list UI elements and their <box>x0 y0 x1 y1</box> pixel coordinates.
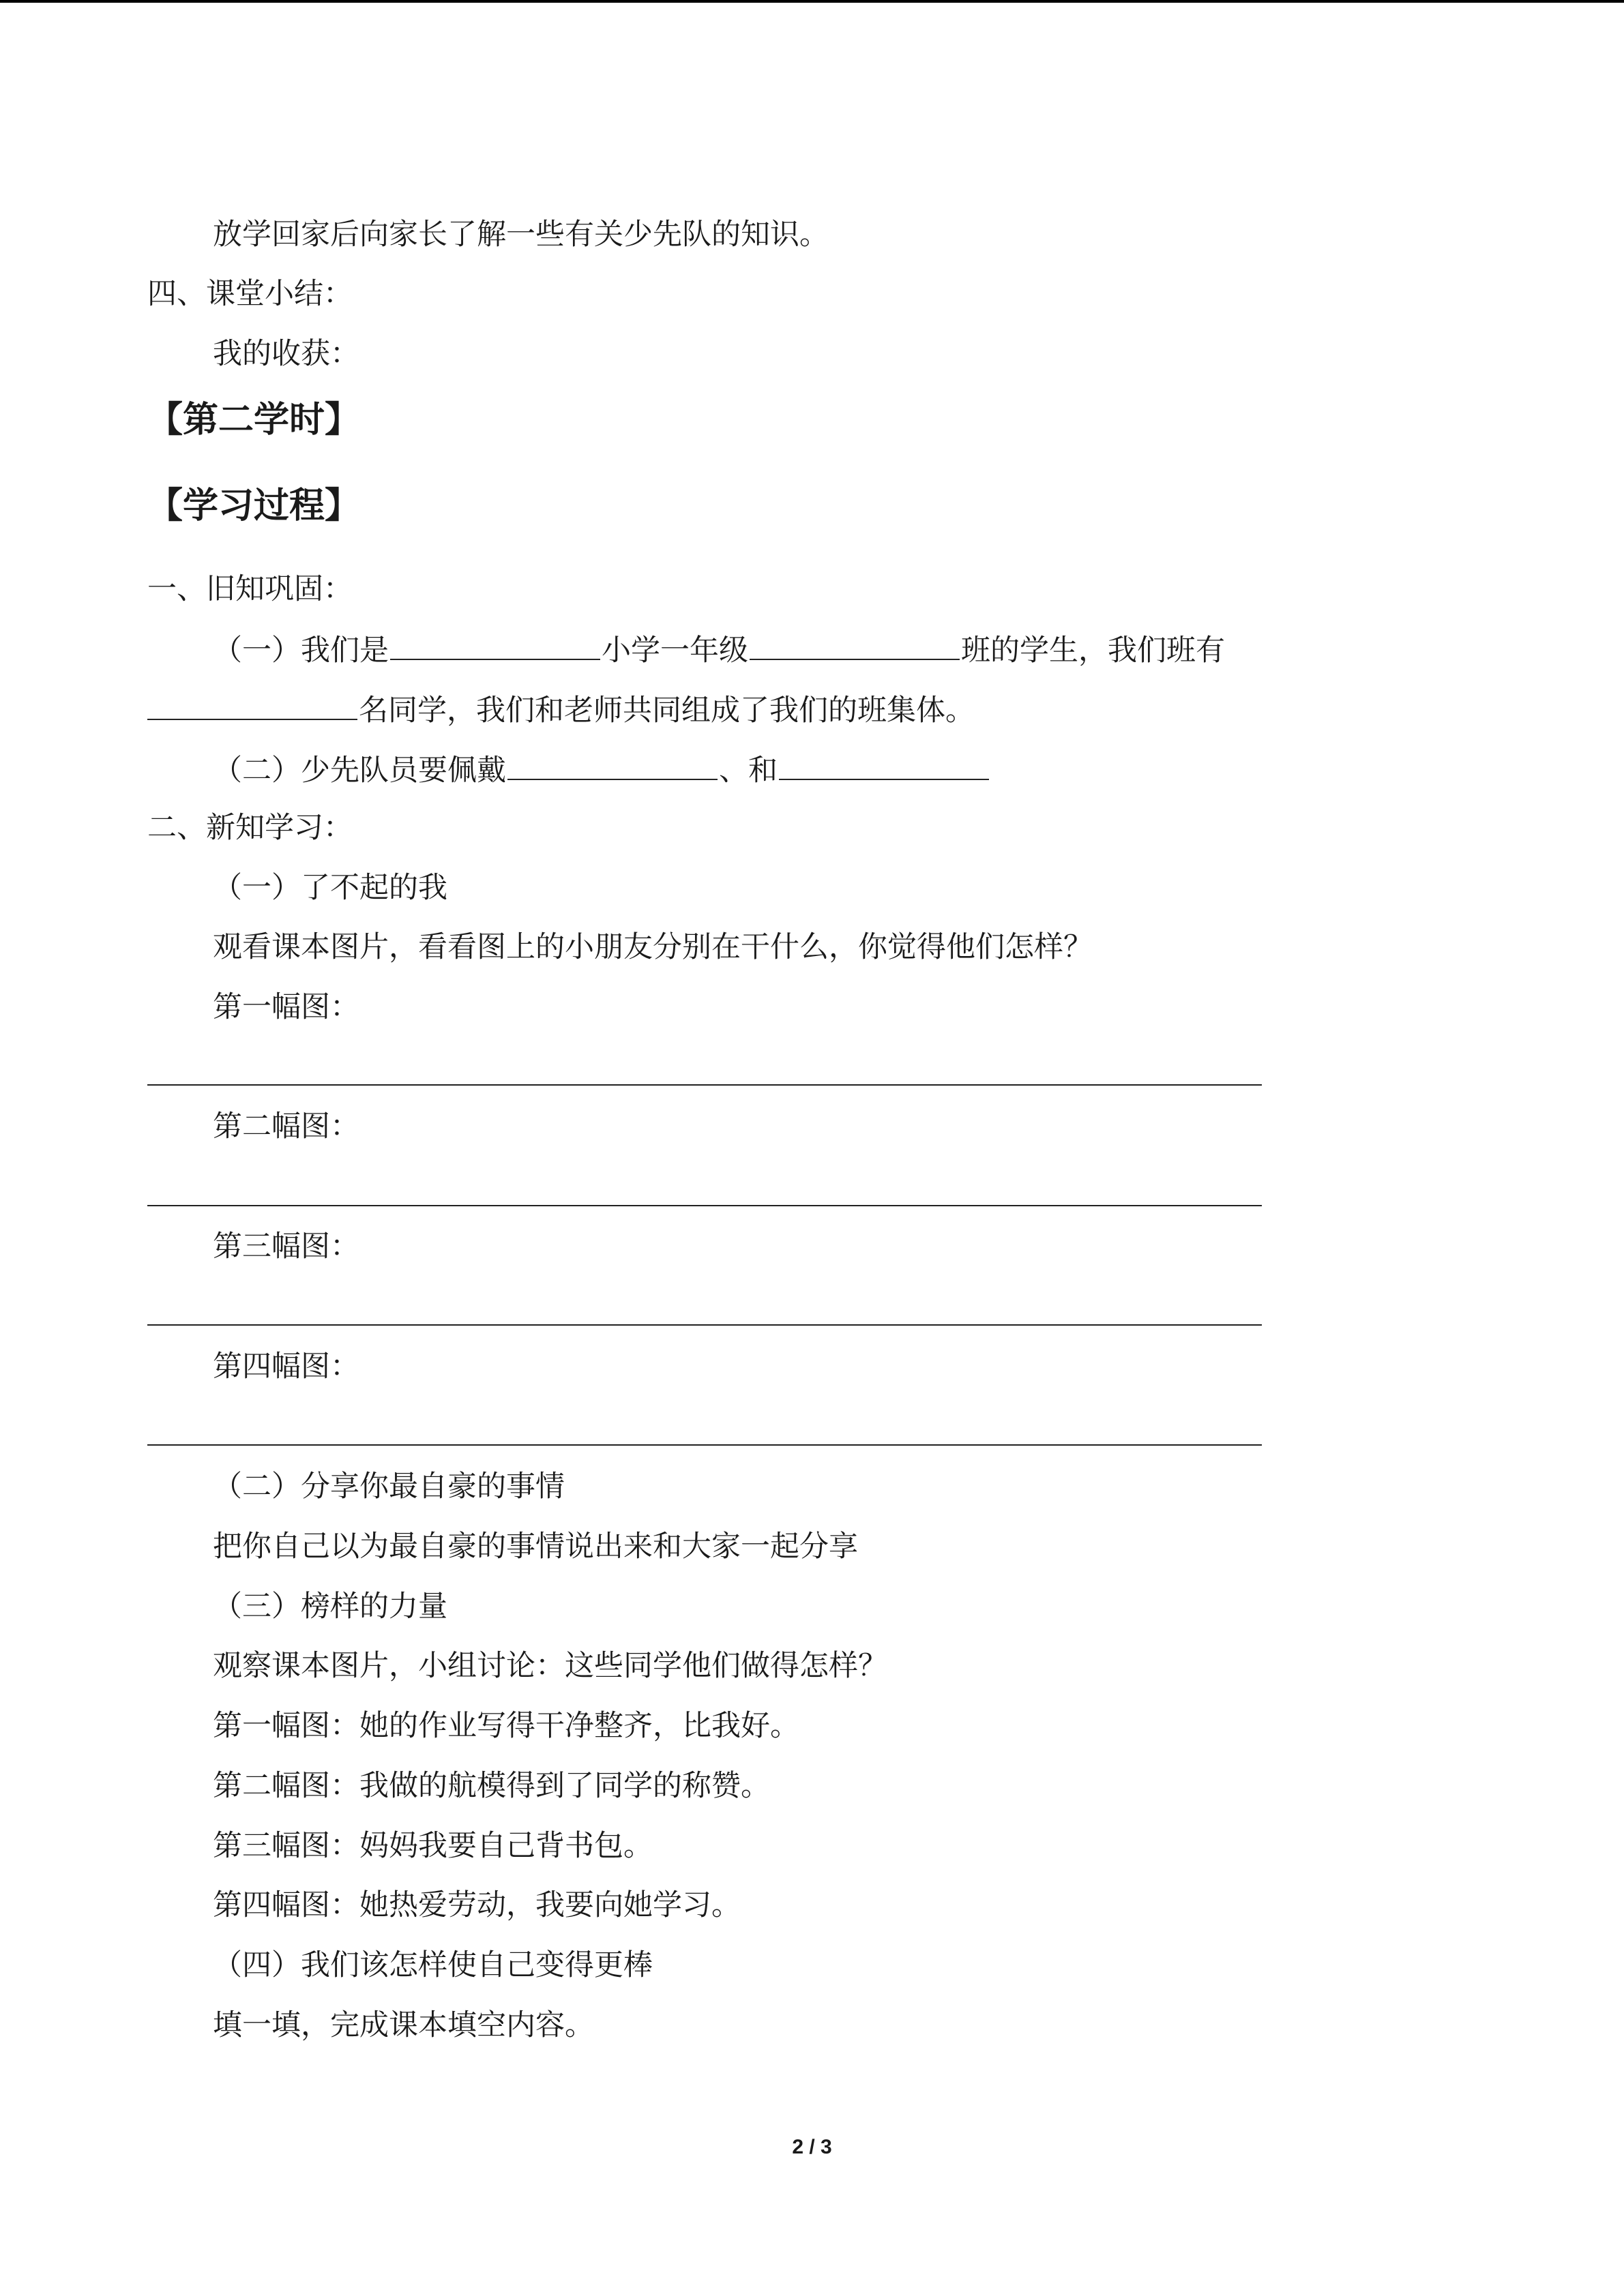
fill2-text-b: 、和 <box>719 754 778 788</box>
subsection-1: （一）了不起的我 <box>213 871 447 905</box>
answer-picture-4: 第四幅图：她热爱劳动，我要向她学习。 <box>213 1888 741 1922</box>
fill-task-instruction: 填一填，完成课本填空内容。 <box>213 2008 594 2042</box>
answer-line-2[interactable] <box>147 1205 1262 1206</box>
observe-instruction-1: 观看课本图片，看看图上的小朋友分别在干什么，你觉得他们怎样？ <box>213 930 1093 964</box>
blank-wear-2[interactable] <box>779 754 989 780</box>
blank-class[interactable] <box>750 634 960 660</box>
review-heading: 一、旧知巩固： <box>147 572 353 606</box>
share-instruction: 把你自己以为最自豪的事情说出来和大家一起分享 <box>213 1530 858 1564</box>
observe-instruction-2: 观察课本图片，小组讨论：这些同学他们做得怎样？ <box>213 1649 887 1683</box>
fill1-text-c: 班的学生，我们班有 <box>961 633 1225 668</box>
fill1-text-d: 名同学，我们和老师共同组成了我们的班集体。 <box>359 694 975 728</box>
summary-body: 我的收获： <box>213 337 359 371</box>
fill-line-2 <box>147 694 975 726</box>
subsection-4: （四）我们该怎样使自己变得更棒 <box>213 1948 653 1982</box>
fill-line-3 <box>213 754 990 786</box>
picture-2-label: 第二幅图： <box>213 1109 359 1144</box>
answer-line-4[interactable] <box>147 1444 1262 1446</box>
answer-line-3[interactable] <box>147 1324 1262 1326</box>
fill1-text-b: 小学一年级 <box>602 633 748 668</box>
picture-3-label: 第三幅图： <box>213 1229 359 1264</box>
answer-line-1[interactable] <box>147 1084 1262 1086</box>
new-heading: 二、新知学习： <box>147 811 353 845</box>
picture-4-label: 第四幅图： <box>213 1350 359 1384</box>
picture-1-label: 第一幅图： <box>213 990 359 1024</box>
answer-picture-1: 第一幅图：她的作业写得干净整齐，比我好。 <box>213 1709 799 1743</box>
section-title-process: 【学习过程】 <box>147 486 361 526</box>
summary-heading: 四、课堂小结： <box>147 277 353 311</box>
blank-school[interactable] <box>390 634 600 660</box>
subsection-3: （三）榜样的力量 <box>213 1590 447 1624</box>
fill1-text-a: （一）我们是 <box>213 633 389 668</box>
homework-line: 放学回家后向家长了解一些有关少先队的知识。 <box>213 218 829 252</box>
answer-picture-2: 第二幅图：我做的航模得到了同学的称赞。 <box>213 1769 770 1803</box>
fill2-text-a: （二）少先队员要佩戴 <box>213 754 506 788</box>
section-title-lesson2: 【第二学时】 <box>147 400 361 441</box>
top-border <box>0 0 1624 3</box>
fill-line-1 <box>213 634 1225 666</box>
subsection-2: （二）分享你最自豪的事情 <box>213 1470 565 1504</box>
page-indicator: 2 / 3 <box>792 2136 832 2158</box>
blank-count[interactable] <box>147 694 357 720</box>
blank-wear-1[interactable] <box>507 754 718 780</box>
answer-picture-3: 第三幅图：妈妈我要自己背书包。 <box>213 1829 653 1863</box>
